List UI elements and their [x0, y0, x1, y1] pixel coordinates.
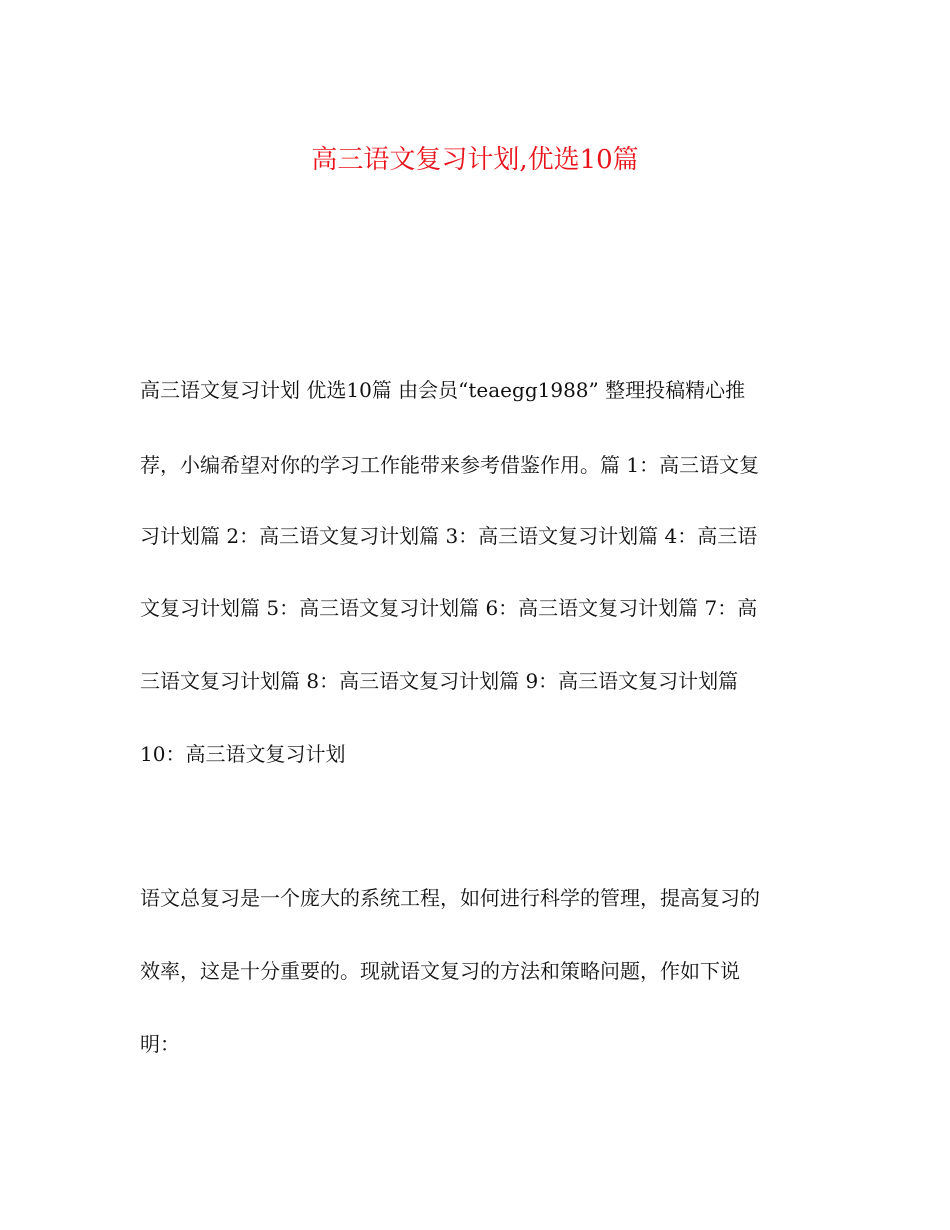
- body-line: 明：: [140, 1032, 180, 1056]
- intro-line: 三语文复习计划篇 8：高三语文复习计划篇 9：高三语文复习计划篇: [140, 669, 739, 693]
- page-title: 高三语文复习计划,优选10篇: [311, 145, 639, 175]
- intro-line: 文复习计划篇 5：高三语文复习计划篇 6：高三语文复习计划篇 7：高: [140, 596, 758, 620]
- body-line: 语文总复习是一个庞大的系统工程，如何进行科学的管理，提高复习的: [140, 886, 760, 910]
- intro-line: 高三语文复习计划 优选10篇 由会员“teaegg1988” 整理投稿精心推: [140, 378, 746, 402]
- intro-line: 荐，小编希望对你的学习工作能带来参考借鉴作用。篇 1：高三语文复: [140, 453, 760, 477]
- body-line: 效率，这是十分重要的。现就语文复习的方法和策略问题，作如下说: [140, 959, 740, 983]
- intro-line: 10：高三语文复习计划: [140, 742, 346, 766]
- intro-line: 习计划篇 2：高三语文复习计划篇 3：高三语文复习计划篇 4：高三语: [140, 524, 758, 548]
